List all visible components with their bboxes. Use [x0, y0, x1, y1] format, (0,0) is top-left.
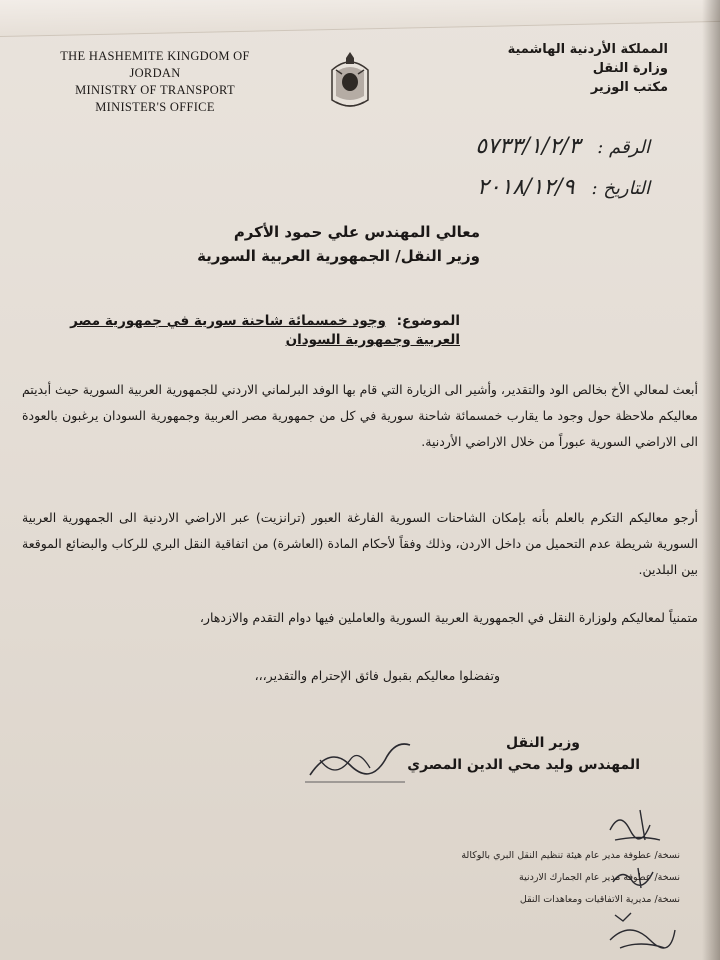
signature-title: وزير النقل [506, 735, 580, 751]
addressee-line-2: وزير النقل/ الجمهورية العربية السورية [197, 247, 480, 265]
copy-recipient-3: نسخة/ مديرية الاتفاقيات ومعاهدات النقل [519, 894, 680, 905]
body-paragraph-3: متمنياً لمعاليكم ولوزارة النقل في الجمهورية العربية السورية والعاملين فيها دوام التقدم والازدهار، [199, 610, 698, 625]
subject-label: الموضوع: [396, 313, 460, 329]
english-letterhead [40, 48, 270, 116]
reference-date-label: التاريخ : [591, 178, 650, 199]
body-paragraph-1: أبعث لمعالي الأخ بخالص الود والتقدير، وأشير الى الزيارة التي قام بها الوفد البرلماني الاردني للجمهورية العربية السورية حيث أبديتم معاليكم ملاحظة حول وجود ما يقارب خمسمائة شاحنة سورية في كل من جمهورية مصر العربية وجمهورية السودان يرغبون بالعودة الى الاراضي السورية عبوراً من خلال الاراضي الأردنية. [21, 382, 698, 449]
letterhead-ar-line-2: وزارة النقل [592, 61, 668, 76]
copy-recipient-1: نسخة/ عطوفة مدير عام هيئة تنظيم النقل البري بالوكالة [461, 850, 680, 861]
reference-date [477, 175, 650, 200]
signature-name: المهندس وليد محي الدين المصري [407, 757, 640, 773]
letterhead-ar-line-1: المملكة الأردنية الهاشمية [507, 42, 668, 57]
addressee-line-1: معالي المهندس علي حمود الأكرم [233, 223, 480, 241]
letterhead-ar-line-3: مكتب الوزير [590, 80, 668, 95]
reference-number [475, 134, 650, 159]
paper-fold-strip [0, 0, 720, 37]
reference-date-value: ٢٠١٨/١٢/٩ [476, 175, 575, 200]
page-shadow [702, 0, 720, 960]
reference-number-value: ٥٧٣٣/١/٢/٣ [475, 134, 581, 159]
letterhead-en-line-3: MINISTER'S OFFICE [95, 100, 215, 114]
subject-text: وجود خمسمائة شاحنة سورية في جمهورية مصر العربية وجمهورية السودان [70, 313, 460, 348]
arabic-letterhead [468, 40, 668, 97]
closing-line: وتفضلوا معاليكم بقبول فائق الإحترام والتقدير،،، [254, 668, 500, 683]
signature-block [380, 735, 640, 773]
reference-number-label: الرقم : [597, 137, 650, 158]
letterhead-en-line-2: MINISTRY OF TRANSPORT [75, 83, 235, 97]
letterhead-en-line-1: THE HASHEMITE KINGDOM OF JORDAN [60, 49, 250, 80]
copy-recipient-2: نسخة/ عطوفة مدير عام الجمارك الاردنية [518, 872, 680, 883]
copies-list [320, 845, 680, 911]
handwritten-note-1 [600, 800, 670, 850]
body-paragraph-2: أرجو معاليكم التكرم بالعلم بأنه بإمكان الشاحنات السورية الفارغة العبور (ترانزيت) عبر الاراضي الاردنية الى الجمهورية العربية السورية شريطة عدم التحميل من داخل الاردن، وذلك وفقاً لأحكام المادة (العاشرة) من اتفاقية النقل البري للركاب والبضائع الموقعة بين البلدين. [22, 510, 698, 577]
subject-line [40, 312, 460, 350]
addressee-block [197, 220, 480, 268]
jordan-coat-of-arms-icon [326, 50, 374, 112]
